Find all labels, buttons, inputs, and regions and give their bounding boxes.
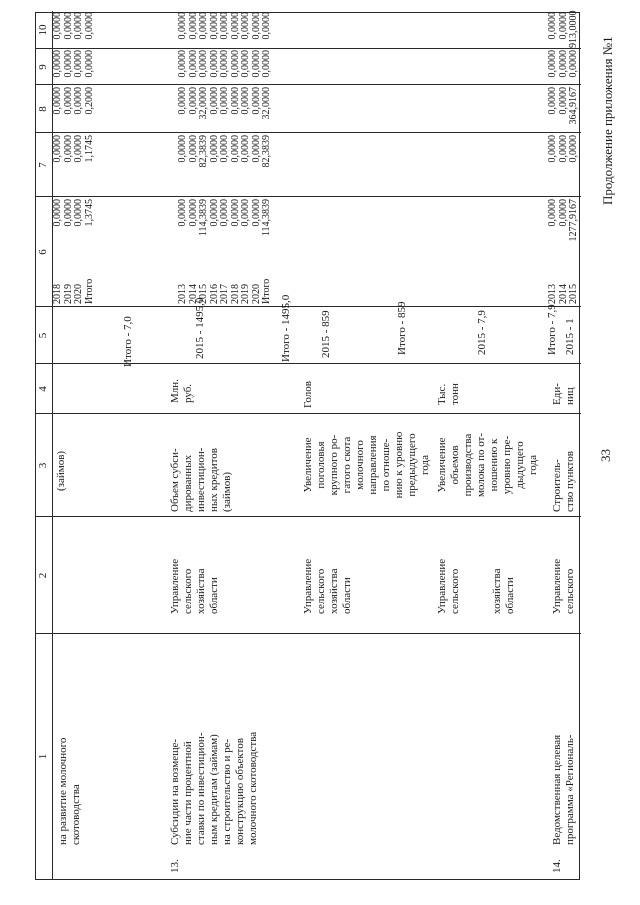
row13-total-2: Итого - 859 <box>396 301 408 355</box>
col-divider <box>36 196 581 197</box>
program-table <box>35 12 580 880</box>
row13-executor-1: Управление сельского хозяйства области <box>169 558 220 614</box>
col-divider <box>36 132 581 133</box>
col-number-1: 1 <box>37 753 49 760</box>
row13-years: 2013 2014 2015 2016 2017 2018 2019 2020 Итого <box>177 278 272 304</box>
row13-col6: 0,0000 0,0000 114,3839 0,0000 0,0000 0,0000 0,0000 0,0000 114,3839 <box>177 199 272 237</box>
row13-unit-1: Млн. руб. <box>169 379 194 403</box>
row13-col7: 0,0000 0,0000 82,3839 0,0000 0,0000 0,0000 0,0000 0,0000 82,3839 <box>177 135 272 168</box>
row13-target-2: 2015 - 859 <box>320 310 332 358</box>
page-number: 33 <box>598 449 613 462</box>
top-row-col6: 0,0000 0,0000 0,0000 1,3745 <box>52 199 95 227</box>
top-row-col7: 0,0000 0,0000 0,0000 1,1745 <box>52 135 95 163</box>
top-row-col8: 0,0000 0,0000 0,0000 0,2000 <box>52 87 95 115</box>
col-number-9: 9 <box>37 64 49 70</box>
row13-target-3: 2015 - 7,9 <box>476 310 488 355</box>
row13-col8: 0,0000 0,0000 32,0000 0,0000 0,0000 0,0000 0,0000 0,0000 32,0000 <box>177 87 272 120</box>
col-divider <box>36 413 581 414</box>
row13-indicator-1: Объем субси- дированных инвестицион- ных кредитов (займов) <box>169 447 233 512</box>
row14-number: 14. <box>551 859 563 873</box>
row13-indicator-2: Увеличение поголовья крупного ро- гатого скота молочного направления по отноше- нию к уровню предыдущего года <box>302 431 431 499</box>
row14-col6: 0,0000 0,0000 1277,9167 <box>547 199 579 242</box>
row14-indicator: Строитель- ство пунктов <box>551 451 576 512</box>
top-row-col10: 0,0000 0,0000 0,0000 0,0000 <box>52 12 95 40</box>
col-divider <box>36 633 581 634</box>
row14-target: 2015 - 1 <box>564 318 576 355</box>
continuation-title: Продолжение приложения №1 <box>600 36 615 205</box>
row14-col8: 0,0000 0,0000 364,9167 <box>547 87 579 125</box>
row13-total-1: Итого - 1495,0 <box>280 294 292 362</box>
col-number-2: 2 <box>37 572 49 579</box>
top-row-name: на развитие молочного скотоводства <box>57 737 82 845</box>
top-row-indicator: (займов) <box>55 450 67 491</box>
col-divider <box>36 84 581 85</box>
row14-unit: Еди- ниц <box>551 383 576 405</box>
col-number-10: 10 <box>37 24 49 36</box>
col-divider <box>36 48 581 49</box>
top-row-col9: 0,0000 0,0000 0,0000 0,0000 <box>52 50 95 78</box>
row14-col7: 0,0000 0,0000 0,0000 <box>547 135 579 163</box>
col-divider <box>36 363 581 364</box>
col-number-3: 3 <box>37 462 49 469</box>
row13-name: Субсидии на возмеще- ние части процентной ставки по инвестицион- ным кредитам (займам) на строительство и ре- конструкцию объектов молочного скотоводства <box>169 731 259 845</box>
row13-unit-3: Тыс. тонн <box>436 383 461 405</box>
row14-col10: 0,0000 0,0000 913,0000 <box>547 10 579 48</box>
row14-years: 2013 2014 2015 <box>547 284 579 304</box>
row14-name: Ведомственная целевая программа «Региональ- <box>551 734 576 845</box>
col-number-7: 7 <box>37 162 49 168</box>
col-divider <box>36 516 581 517</box>
col-number-6: 6 <box>37 249 49 255</box>
row13-target-1: 2015 - 1495,0 <box>194 297 206 359</box>
top-row-target: Итого - 7,0 <box>122 316 134 367</box>
row13-number: 13. <box>169 859 181 873</box>
col-divider <box>36 306 581 307</box>
row13-executor-3a: Управление сельского <box>436 558 461 614</box>
row13-executor-3b: хозяйства области <box>491 568 516 614</box>
row13-total-3: Итого - 7,9 <box>546 304 558 355</box>
col-number-4: 4 <box>37 386 49 392</box>
row13-col10: 0,0000 0,0000 0,0000 0,0000 0,0000 0,0000 0,0000 0,0000 0,0000 <box>177 12 272 40</box>
top-row-years: 2018 2019 2020 Итого <box>52 278 95 304</box>
row13-executor-2: Управление сельского хозяйства области <box>302 558 353 614</box>
col-number-8: 8 <box>37 106 49 112</box>
row14-col9: 0,0000 0,0000 0,0000 <box>547 50 579 78</box>
row13-col9: 0,0000 0,0000 0,0000 0,0000 0,0000 0,0000 0,0000 0,0000 0,0000 <box>177 50 272 78</box>
row14-executor: Управление сельского <box>551 558 576 614</box>
col-number-5: 5 <box>37 332 49 339</box>
row13-unit-2: Голов <box>302 381 314 408</box>
row13-indicator-3: Увеличение объемов производства молока по от- ношению к уровню пре- дыдущего года <box>436 432 539 498</box>
